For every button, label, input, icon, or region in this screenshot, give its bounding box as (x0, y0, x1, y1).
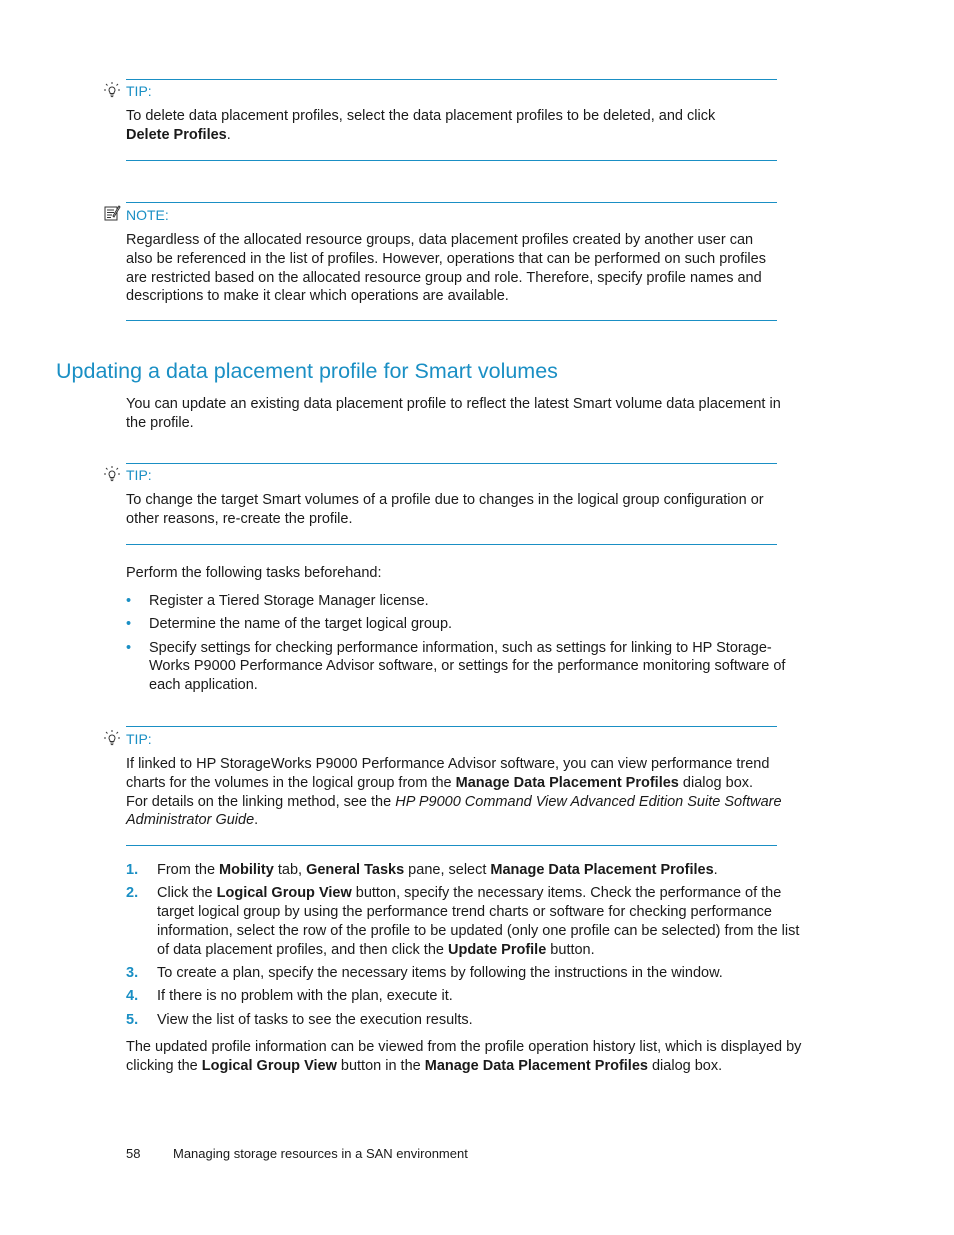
note-bottom-rule (126, 320, 777, 321)
note-pad-icon (103, 204, 121, 222)
bullet-icon: • (126, 593, 132, 609)
note-top-rule (126, 202, 777, 203)
prereq-lead: Perform the following tasks beforehand: (126, 565, 382, 581)
step-number: 1. (126, 862, 139, 878)
lightbulb-icon (103, 729, 121, 747)
tip1-top-rule (126, 79, 777, 80)
step-item: 1. From the Mobility tab, General Tasks pane, select Manage Data Placement Profiles. (126, 862, 718, 878)
note-body: Regardless of the allocated resource groups, data placement profiles created by another user can also be referenced in the list of profiles. However, operations that can be performed on such profiles are restricted based on the allocated resource group and role. Therefore, specify profile names and descriptions to make it clear which operations are available. (126, 232, 766, 305)
tip2-top-rule (126, 463, 777, 464)
tip1-body: To delete data placement profiles, select the data placement profiles to be deleted, and click Delete Profiles. (126, 108, 716, 143)
delete-profiles-term: Delete Profiles (126, 126, 227, 143)
tip1-bottom-rule (126, 160, 777, 161)
bullet-icon: • (126, 639, 132, 656)
manage-dpp-term: Manage Data Placement Profiles (455, 774, 679, 791)
step-item: 5. View the list of tasks to see the execution results. (126, 1011, 473, 1028)
page-number: 58 (126, 1146, 141, 1161)
lightbulb-icon (103, 465, 121, 483)
lightbulb-icon (103, 81, 121, 99)
list-item: • Specify settings for checking performance information, such as settings for linking to HP Storage-Works P9000 Performance Advisor software, or settings for the performance monitoring software of each application. (126, 639, 786, 694)
guide-title: HP P9000 Command View Advanced Edition Suite Software Administrator Guide (126, 793, 782, 829)
step-item: 2. Click the Logical Group View button, specify the necessary items. Check the performance of the target logical group by using the performance trend charts or software for checking performance information, select the row of the profile to be updated (only one profile can be selected) from the list of data placement profiles, and then click the Update Profile button. (126, 885, 800, 958)
tip3-top-rule (126, 726, 777, 727)
tip2-bottom-rule (126, 544, 777, 545)
step-number: 5. (126, 1011, 139, 1028)
list-item: • Determine the name of the target logical group. (126, 616, 453, 633)
section-heading: Updating a data placement profile for Smart volumes (56, 359, 558, 383)
step-item: 3. To create a plan, specify the necessary items by following the instructions in the window. (126, 964, 723, 981)
tip2-label: TIP: (126, 467, 152, 483)
tip3-body: If linked to HP StorageWorks P9000 Performance Advisor software, you can view performance trend charts for the volumes in the logical group from the Manage Data Placement Profiles dialog box. For details on the linking method, see the HP P9000 Command View Advanced Edition Suite Software Administrator Guide. (126, 756, 782, 829)
footer-chapter-title: Managing storage resources in a SAN environment (173, 1146, 468, 1161)
step-item: 4. If there is no problem with the plan, execute it. (126, 988, 453, 1005)
prereq-list (126, 592, 806, 699)
step-number: 4. (126, 988, 139, 1005)
note-label: NOTE: (126, 207, 169, 223)
tip3-label: TIP: (126, 731, 152, 747)
closing-paragraph: The updated profile information can be viewed from the profile operation history list, which is displayed by clicking the Logical Group View button in the Manage Data Placement Profiles dialog box. (126, 1039, 802, 1074)
procedure-steps (126, 861, 806, 1034)
step-number: 2. (126, 885, 139, 902)
step-number: 3. (126, 964, 139, 981)
list-item: • Register a Tiered Storage Manager license. (126, 593, 429, 609)
tip3-bottom-rule (126, 845, 777, 846)
bullet-icon: • (126, 616, 132, 633)
tip2-body: To change the target Smart volumes of a profile due to changes in the logical group configuration or other reasons, re-create the profile. (126, 492, 764, 527)
tip1-label: TIP: (126, 83, 152, 99)
tip1-text: To delete data placement profiles, select the data placement profiles to be deleted, and click (126, 108, 716, 124)
section-intro: You can update an existing data placement profile to reflect the latest Smart volume data placement in the profile. (126, 396, 781, 431)
